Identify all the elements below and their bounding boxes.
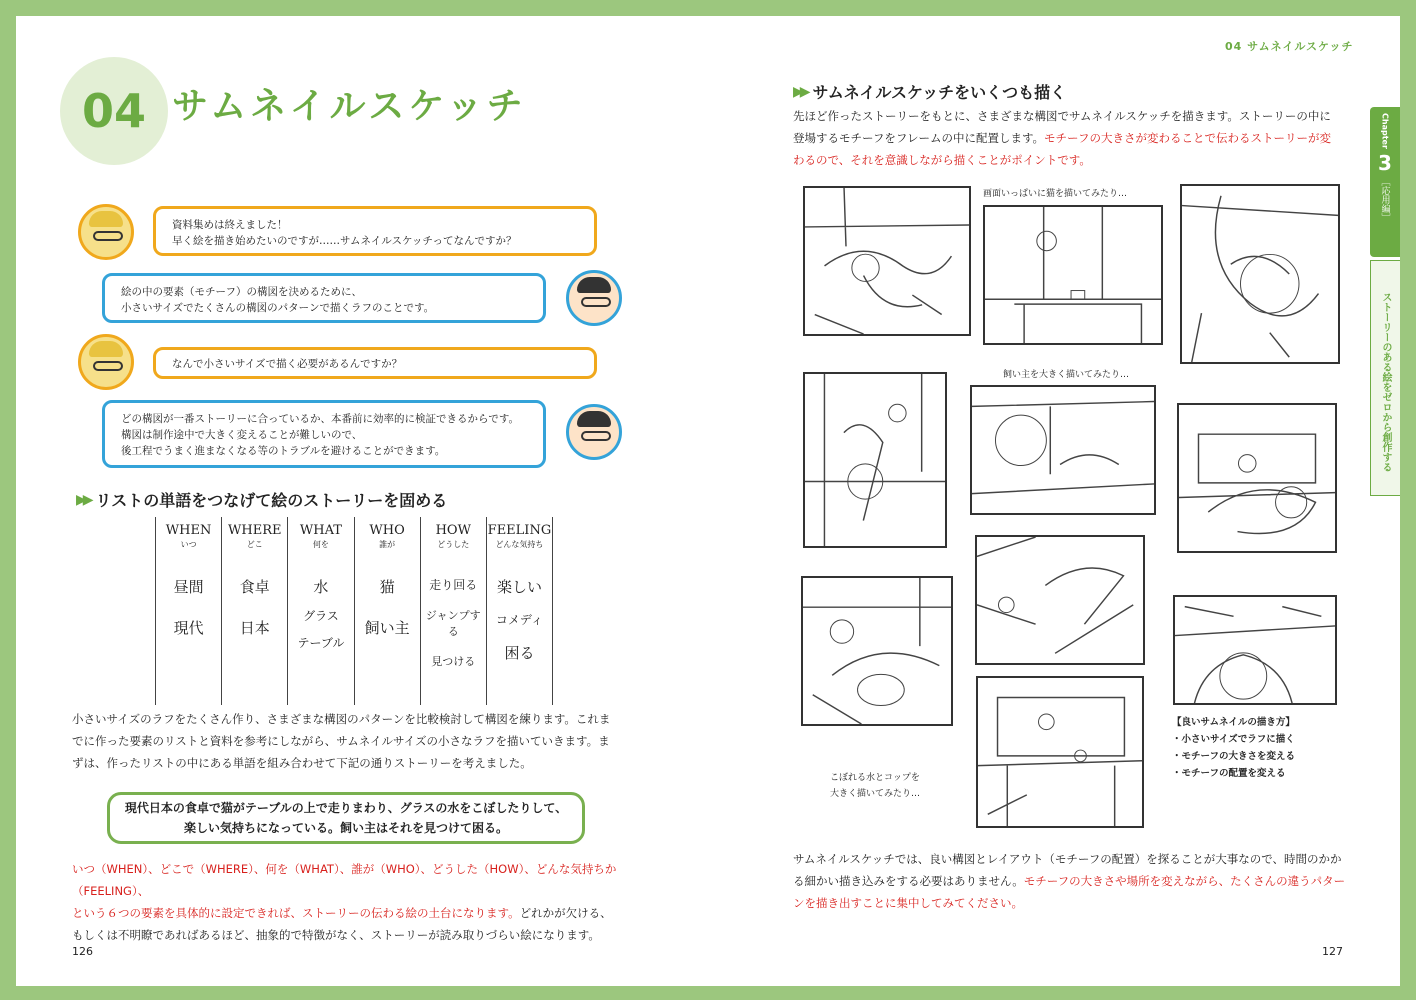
column-subheader: いつ	[180, 540, 197, 549]
story-line: 現代日本の食卓で猫がテーブルの上で走りまわり、グラスの水をこぼしたりして、	[124, 801, 568, 815]
page-number: 127	[1322, 945, 1343, 958]
girl-avatar	[78, 204, 134, 260]
text-line: サムネイルスケッチでは、良い構図とレイアウト（モチーフの配置）を探ることが大事なので、時間のかか	[793, 852, 1342, 866]
word-column	[287, 517, 353, 705]
column-header: HOW	[435, 523, 471, 538]
bubble-line: どの構図が一番ストーリーに合っているか、本番前に効率的に検証できるからです。	[121, 413, 520, 425]
running-head: 04 サムネイルスケッチ	[1225, 40, 1354, 53]
text-span: る細かい描き込みをする必要はありません。	[793, 874, 1024, 888]
column-header: WHO	[369, 523, 405, 538]
thumbnail-sketch	[801, 576, 953, 726]
column-header: FEELING	[487, 523, 552, 538]
speech-bubble	[102, 273, 546, 323]
word-item: コメディ	[495, 613, 543, 627]
bubble-line: 後工程でうまく進まなくなる等のトラブルを避けることができます。	[121, 445, 446, 457]
column-subheader: どんな気持ち	[495, 540, 544, 549]
tips-box	[1172, 714, 1295, 782]
word-item: 水	[313, 578, 329, 596]
thumbnail-sketch	[983, 205, 1163, 345]
thumbnail-sketch	[803, 372, 947, 548]
text-line: 小さいサイズのラフをたくさん作り、さまざまな構図のパターンを比較検討して構図を練ります。これま	[72, 712, 611, 726]
text-line: いつ（WHEN）、どこで（WHERE）、何を（WHAT）、誰が（WHO）、どうした（HOW）、どんな気持ちか（FEELING）、	[72, 862, 617, 898]
bubble-line: 早く絵を描き始めたいのですが……サムネイルスケッチってなんですか？	[172, 235, 517, 247]
column-header: WHEN	[165, 523, 212, 538]
thumbnail-sketch	[803, 186, 971, 336]
word-column	[486, 517, 553, 705]
word-table	[155, 517, 553, 705]
body-paragraph	[793, 105, 1353, 171]
annotation-line: こぼれる水とコップを	[830, 773, 920, 783]
word-item: 日本	[239, 619, 270, 637]
story-line: 楽しい気持ちになっている。飼い主はそれを見つけて困る。	[183, 821, 508, 835]
tip-item: ・モチーフの大きさを変える	[1172, 751, 1296, 762]
section-heading	[76, 488, 447, 511]
section-heading-text: リストの単語をつなげて絵のストーリーを固める	[95, 491, 448, 510]
sketch-annotation	[830, 770, 920, 802]
column-subheader: どこ	[246, 540, 263, 549]
man-avatar	[566, 270, 622, 326]
chapter-tab	[1370, 107, 1400, 257]
tip-item: ・小さいサイズでラフに描く	[1172, 734, 1295, 745]
word-item: 飼い主	[364, 619, 410, 637]
thumbnail-sketch	[1177, 403, 1337, 553]
word-item: テーブル	[297, 636, 345, 650]
man-avatar	[566, 404, 622, 460]
text-line: ンを描き出すことに集中してみてください。	[793, 896, 1023, 910]
text-span: モチーフの大きさが変わることで伝わるストーリーが変	[1044, 131, 1331, 145]
word-item: 見つける	[431, 655, 476, 668]
word-item: 走り回る	[429, 578, 478, 592]
page-title: サムネイルスケッチ	[172, 86, 527, 127]
word-item: 猫	[379, 578, 395, 596]
word-item: ジャンプする	[425, 609, 481, 638]
thumbnail-sketch	[970, 385, 1156, 515]
bubble-line: 構図は制作途中で大きく変えることが難しいので、	[121, 429, 363, 441]
text-line: もしくは不明瞭であればあるほど、抽象的で特徴がなく、ストーリーが読み取りづらい絵になります。	[72, 928, 600, 942]
text-span: どれかが欠ける、	[519, 906, 612, 920]
tips-title: 【良いサムネイルの描き方】	[1172, 717, 1295, 728]
word-column	[354, 517, 420, 705]
story-box	[107, 792, 585, 844]
section-number: 04	[81, 84, 146, 138]
section-number-badge	[60, 57, 168, 165]
column-subheader: 何を	[312, 540, 329, 549]
text-span: モチーフの大きさや場所を変えながら、たくさんの違うパター	[1023, 874, 1346, 888]
speech-bubble	[153, 347, 597, 379]
word-column	[420, 517, 486, 705]
text-line: わるので、それを意識しながら描くことがポイントです。	[793, 153, 1091, 167]
section-heading	[793, 80, 1066, 103]
text-line: 先ほど作ったストーリーをもとに、さまざまな構図でサムネイルスケッチを描きます。ストーリーの中に	[793, 109, 1331, 123]
word-item: グラス	[303, 609, 339, 623]
bubble-line: 資料集めは終えました！	[172, 219, 288, 231]
word-item: 楽しい	[496, 578, 542, 596]
sketch-annotation: 画面いっぱいに猫を描いてみたり…	[983, 189, 1128, 199]
thumbnail-sketch	[975, 535, 1145, 665]
text-line: ずは、作ったリストの中にある単語を組み合わせて下記の通りストーリーを考えました。	[72, 756, 532, 770]
bubble-line: 小さいサイズでたくさんの構図のパターンで描くラフのことです。	[121, 302, 435, 314]
chapter-number: 3	[1378, 150, 1392, 175]
text-line: でに作った要素のリストと資料を参考にしながら、サムネイルサイズの小さなラフを描いていきます。ま	[72, 734, 610, 748]
double-chevron-icon: ▶▶	[793, 83, 807, 100]
bubble-line: なんで小さいサイズで描く必要があるんですか？	[172, 358, 403, 370]
double-chevron-icon: ▶▶	[76, 491, 90, 508]
section-heading-text: サムネイルスケッチをいくつも描く	[812, 83, 1067, 102]
bubble-line: 絵の中の要素（モチーフ）の構図を決めるために、	[121, 286, 362, 298]
word-column	[221, 517, 287, 705]
page-number: 126	[72, 945, 93, 958]
chapter-label: Chapter	[1380, 113, 1390, 149]
sketch-annotation: 飼い主を大きく描いてみたり…	[1003, 370, 1130, 380]
chapter-title-tab: ストーリーのある絵をゼロから創作する	[1370, 260, 1400, 496]
word-item: 食卓	[239, 578, 270, 596]
column-subheader: 誰が	[379, 540, 396, 549]
text-span: という６つの要素を具体的に設定できれば、ストーリーの伝わる絵の土台になります。	[72, 906, 520, 920]
word-item: 困る	[504, 644, 535, 662]
body-paragraph	[72, 858, 632, 946]
body-paragraph	[72, 708, 632, 774]
girl-avatar	[78, 334, 134, 390]
annotation-line: 大きく描いてみたり…	[830, 789, 921, 799]
word-item: 現代	[173, 619, 204, 637]
body-paragraph	[793, 848, 1353, 914]
word-item: 昼間	[173, 578, 204, 596]
thumbnail-sketch	[1180, 184, 1340, 364]
speech-bubble	[102, 400, 546, 468]
thumbnail-sketch	[976, 676, 1144, 828]
column-subheader: どうした	[437, 540, 470, 549]
column-header: WHERE	[228, 523, 282, 538]
chapter-sub: ［応用編］	[1379, 176, 1390, 222]
column-header: WHAT	[299, 523, 342, 538]
tip-item: ・モチーフの配置を変える	[1172, 768, 1286, 779]
thumbnail-sketch	[1173, 595, 1337, 705]
speech-bubble	[153, 206, 597, 256]
word-column	[155, 517, 221, 705]
text-span: 登場するモチーフをフレームの中に配置します。	[793, 131, 1045, 145]
